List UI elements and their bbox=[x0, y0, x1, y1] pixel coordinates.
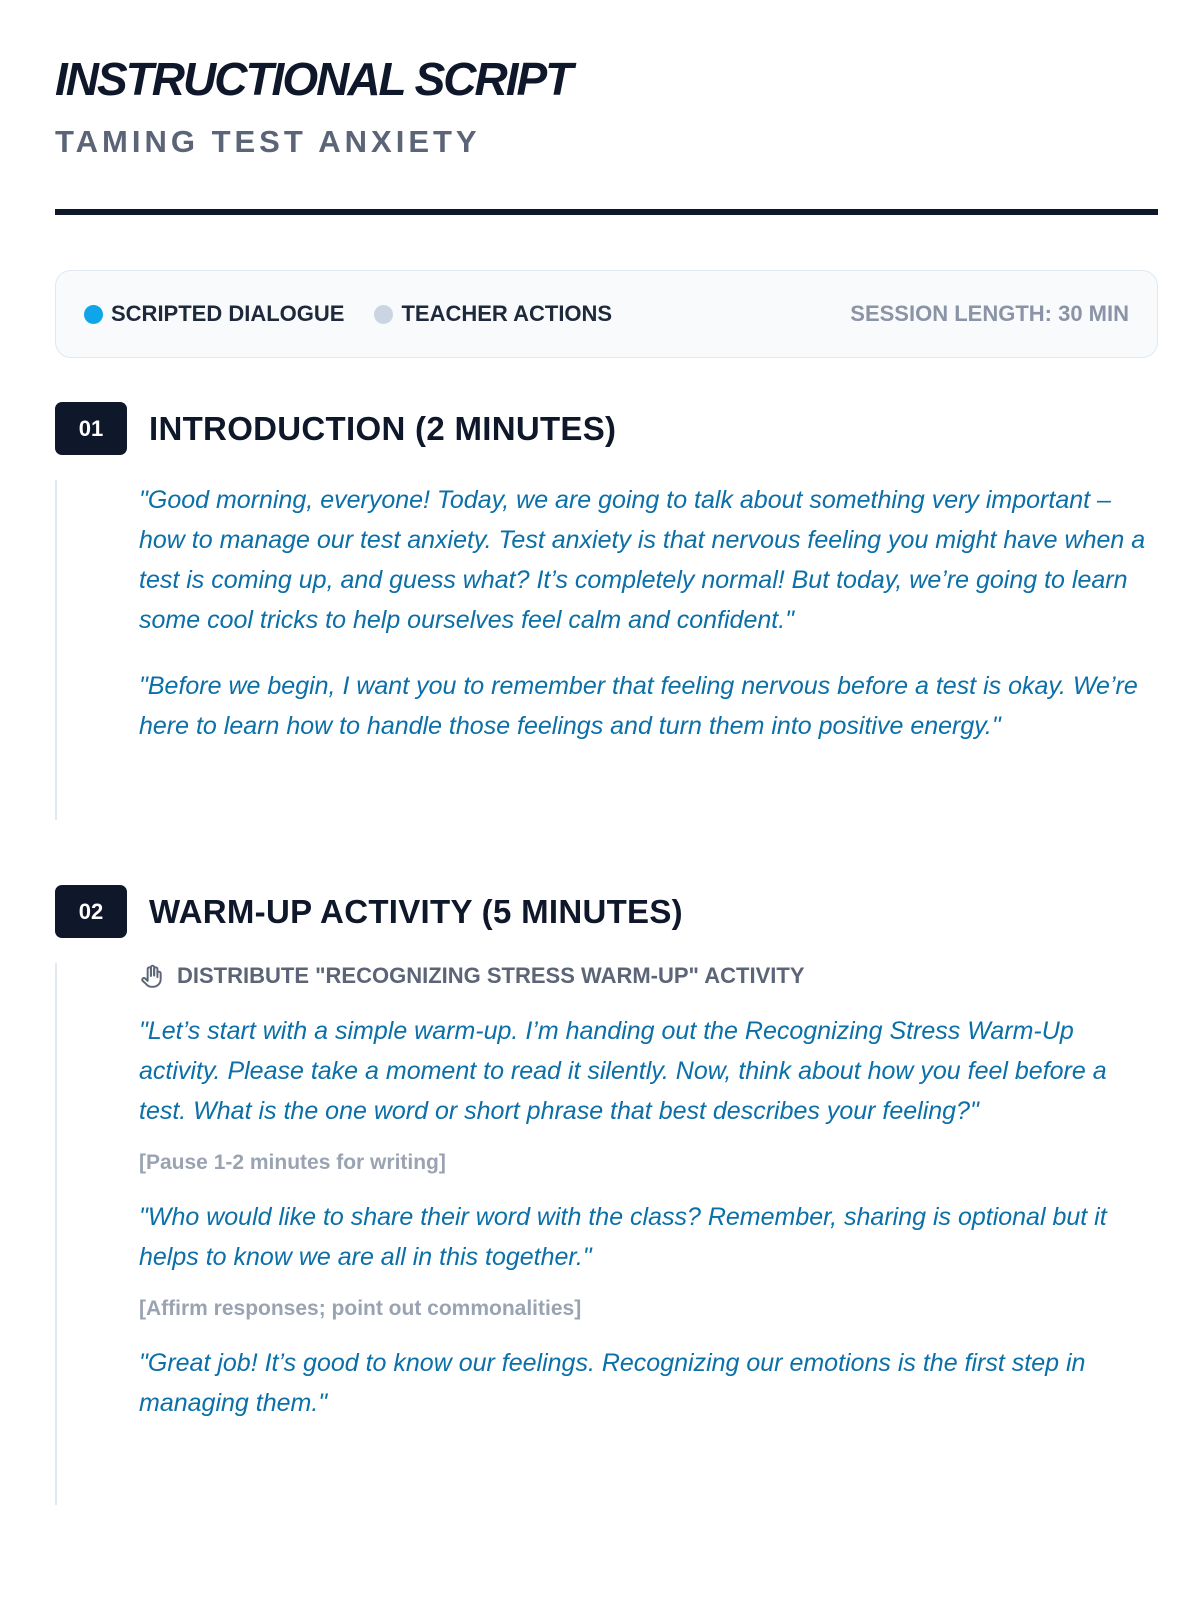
page-subtitle: TAMING TEST ANXIETY bbox=[55, 124, 481, 159]
legend-actions-label: TEACHER ACTIONS bbox=[401, 301, 613, 326]
section-number-badge: 02 bbox=[55, 885, 127, 938]
hand-icon bbox=[139, 963, 165, 989]
section-body-01 bbox=[55, 480, 1158, 820]
section-number-badge: 01 bbox=[55, 402, 127, 455]
session-length: SESSION LENGTH: 30 MIN bbox=[850, 301, 1129, 326]
legend-bar bbox=[55, 270, 1158, 358]
legend-dialogue-label: SCRIPTED DIALOGUE bbox=[111, 301, 345, 326]
section-header-02 bbox=[55, 885, 683, 938]
actions-dot-icon bbox=[374, 305, 393, 324]
page-title: INSTRUCTIONAL SCRIPT bbox=[55, 53, 572, 105]
dialogue-text: "Good morning, everyone! Today, we are going to talk about something very important – how to manage our test anxiety. Test anxiety is that nervous feeling you might have when a test is coming up, and guess what? It’s completely normal! But today, we’re going to learn some cool tricks to help ourselves feel calm and confident." bbox=[139, 486, 1146, 634]
section-body-02 bbox=[55, 963, 1158, 1505]
dialogue-text: "Great job! It’s good to know our feelings. Recognizing our emotions is the first step in managing them." bbox=[139, 1349, 1086, 1417]
teacher-note: [Affirm responses; point out commonalities] bbox=[139, 1297, 582, 1320]
section-header-01 bbox=[55, 402, 616, 455]
section-title: INTRODUCTION (2 MINUTES) bbox=[149, 409, 617, 447]
teacher-note: [Pause 1-2 minutes for writing] bbox=[139, 1151, 446, 1174]
teacher-action bbox=[139, 963, 1148, 989]
section-title: WARM-UP ACTIVITY (5 MINUTES) bbox=[149, 892, 683, 930]
dialogue-text: "Who would like to share their word with the class? Remember, sharing is optional but it helps to know we are all in this together." bbox=[139, 1203, 1107, 1271]
dialogue-text: "Let’s start with a simple warm-up. I’m handing out the Recognizing Stress Warm-Up activity. Please take a moment to read it silently. Now, think about how you feel before a test. What is the one word or short phrase that best describes your feeling?" bbox=[139, 1017, 1107, 1125]
header-divider bbox=[55, 209, 1158, 215]
teacher-action-label: DISTRIBUTE "RECOGNIZING STRESS WARM-UP" ACTIVITY bbox=[177, 963, 805, 988]
legend-item-dialogue bbox=[84, 301, 344, 327]
dialogue-dot-icon bbox=[84, 305, 103, 324]
dialogue-text: "Before we begin, I want you to remember that feeling nervous before a test is okay. We’re here to learn how to handle those feelings and turn them into positive energy." bbox=[139, 672, 1138, 740]
legend-item-actions bbox=[374, 301, 612, 327]
